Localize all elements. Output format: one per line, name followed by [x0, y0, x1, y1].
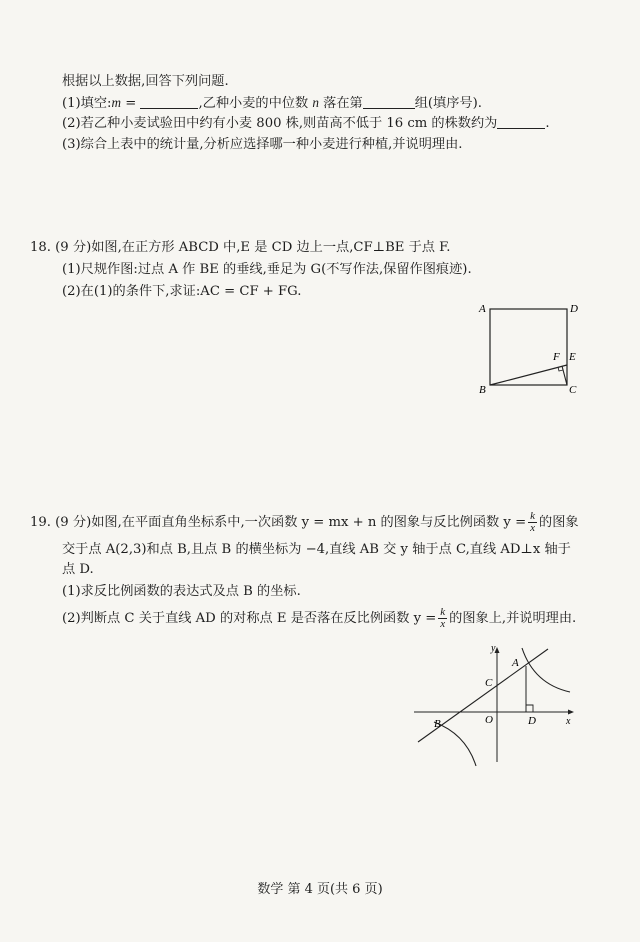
point-label-D: D [570, 303, 578, 315]
point-label-C: C [485, 677, 493, 689]
q17-part3: (3)综合上表中的统计量,分析应选择哪一种小麦进行种植,并说明理由. [62, 137, 463, 152]
q17-intro: 根据以上数据,回答下列问题. [62, 74, 229, 89]
answer-blank[interactable] [140, 94, 198, 109]
q17-part1: (1)填空:m = ,乙种小麦的中位数 n 落在第 组(填序号). [62, 95, 482, 111]
q18-square-figure [474, 300, 584, 400]
point-label-O: O [485, 714, 493, 726]
q19-part1: (1)求反比例函数的表达式及点 B 的坐标. [62, 584, 301, 599]
answer-blank[interactable] [497, 114, 545, 129]
q18-title: 18. (9 分)如图,在正方形 ABCD 中,E 是 CD 边上一点,CF⊥BE 于点 F. [30, 240, 451, 255]
q19-line3: 点 D. [62, 562, 94, 577]
answer-blank[interactable] [363, 94, 415, 109]
axis-label-x: x [566, 716, 571, 727]
page-footer: 数学 第 4 页(共 6 页) [257, 882, 383, 897]
point-label-A: A [479, 303, 486, 315]
point-label-A: A [512, 657, 519, 669]
q17-part2: (2)若乙种小麦试验田中约有小麦 800 株,则苗高不低于 16 cm 的株数约为 . [62, 116, 550, 131]
fraction-k-over-x: $\frac{k}{x}$ [530, 510, 536, 534]
point-label-F: F [553, 351, 560, 363]
point-label-D: D [528, 715, 536, 727]
q19-coordinate-figure [410, 640, 580, 770]
q18-part2: (2)在(1)的条件下,求证:AC = CF + FG. [62, 284, 302, 299]
q18-part1: (1)尺规作图:过点 A 作 BE 的垂线,垂足为 G(不写作法,保留作图痕迹). [62, 262, 472, 277]
point-label-B: B [479, 384, 486, 396]
q19-line1: 19. (9 分)如图,在平面直角坐标系中,一次函数 y = mx + n 的图象与反比例函数 y = $\frac{k}{x}$ 的图象 [30, 510, 579, 534]
point-label-B: B [434, 718, 441, 730]
fraction-k-over-x: $\frac{k}{x}$ [440, 606, 446, 630]
point-label-C: C [569, 384, 577, 396]
q19-part2: (2)判断点 C 关于直线 AD 的对称点 E 是否落在反比例函数 y = $\frac{k}{x}$ 的图象上,并说明理由. [62, 606, 577, 630]
q19-line2: 交于点 A(2,3)和点 B,且点 B 的横坐标为 −4,直线 AB 交 y 轴于点 C,直线 AD⊥x 轴于 [62, 542, 571, 557]
axis-label-y: y [491, 643, 496, 654]
point-label-E: E [569, 351, 576, 363]
